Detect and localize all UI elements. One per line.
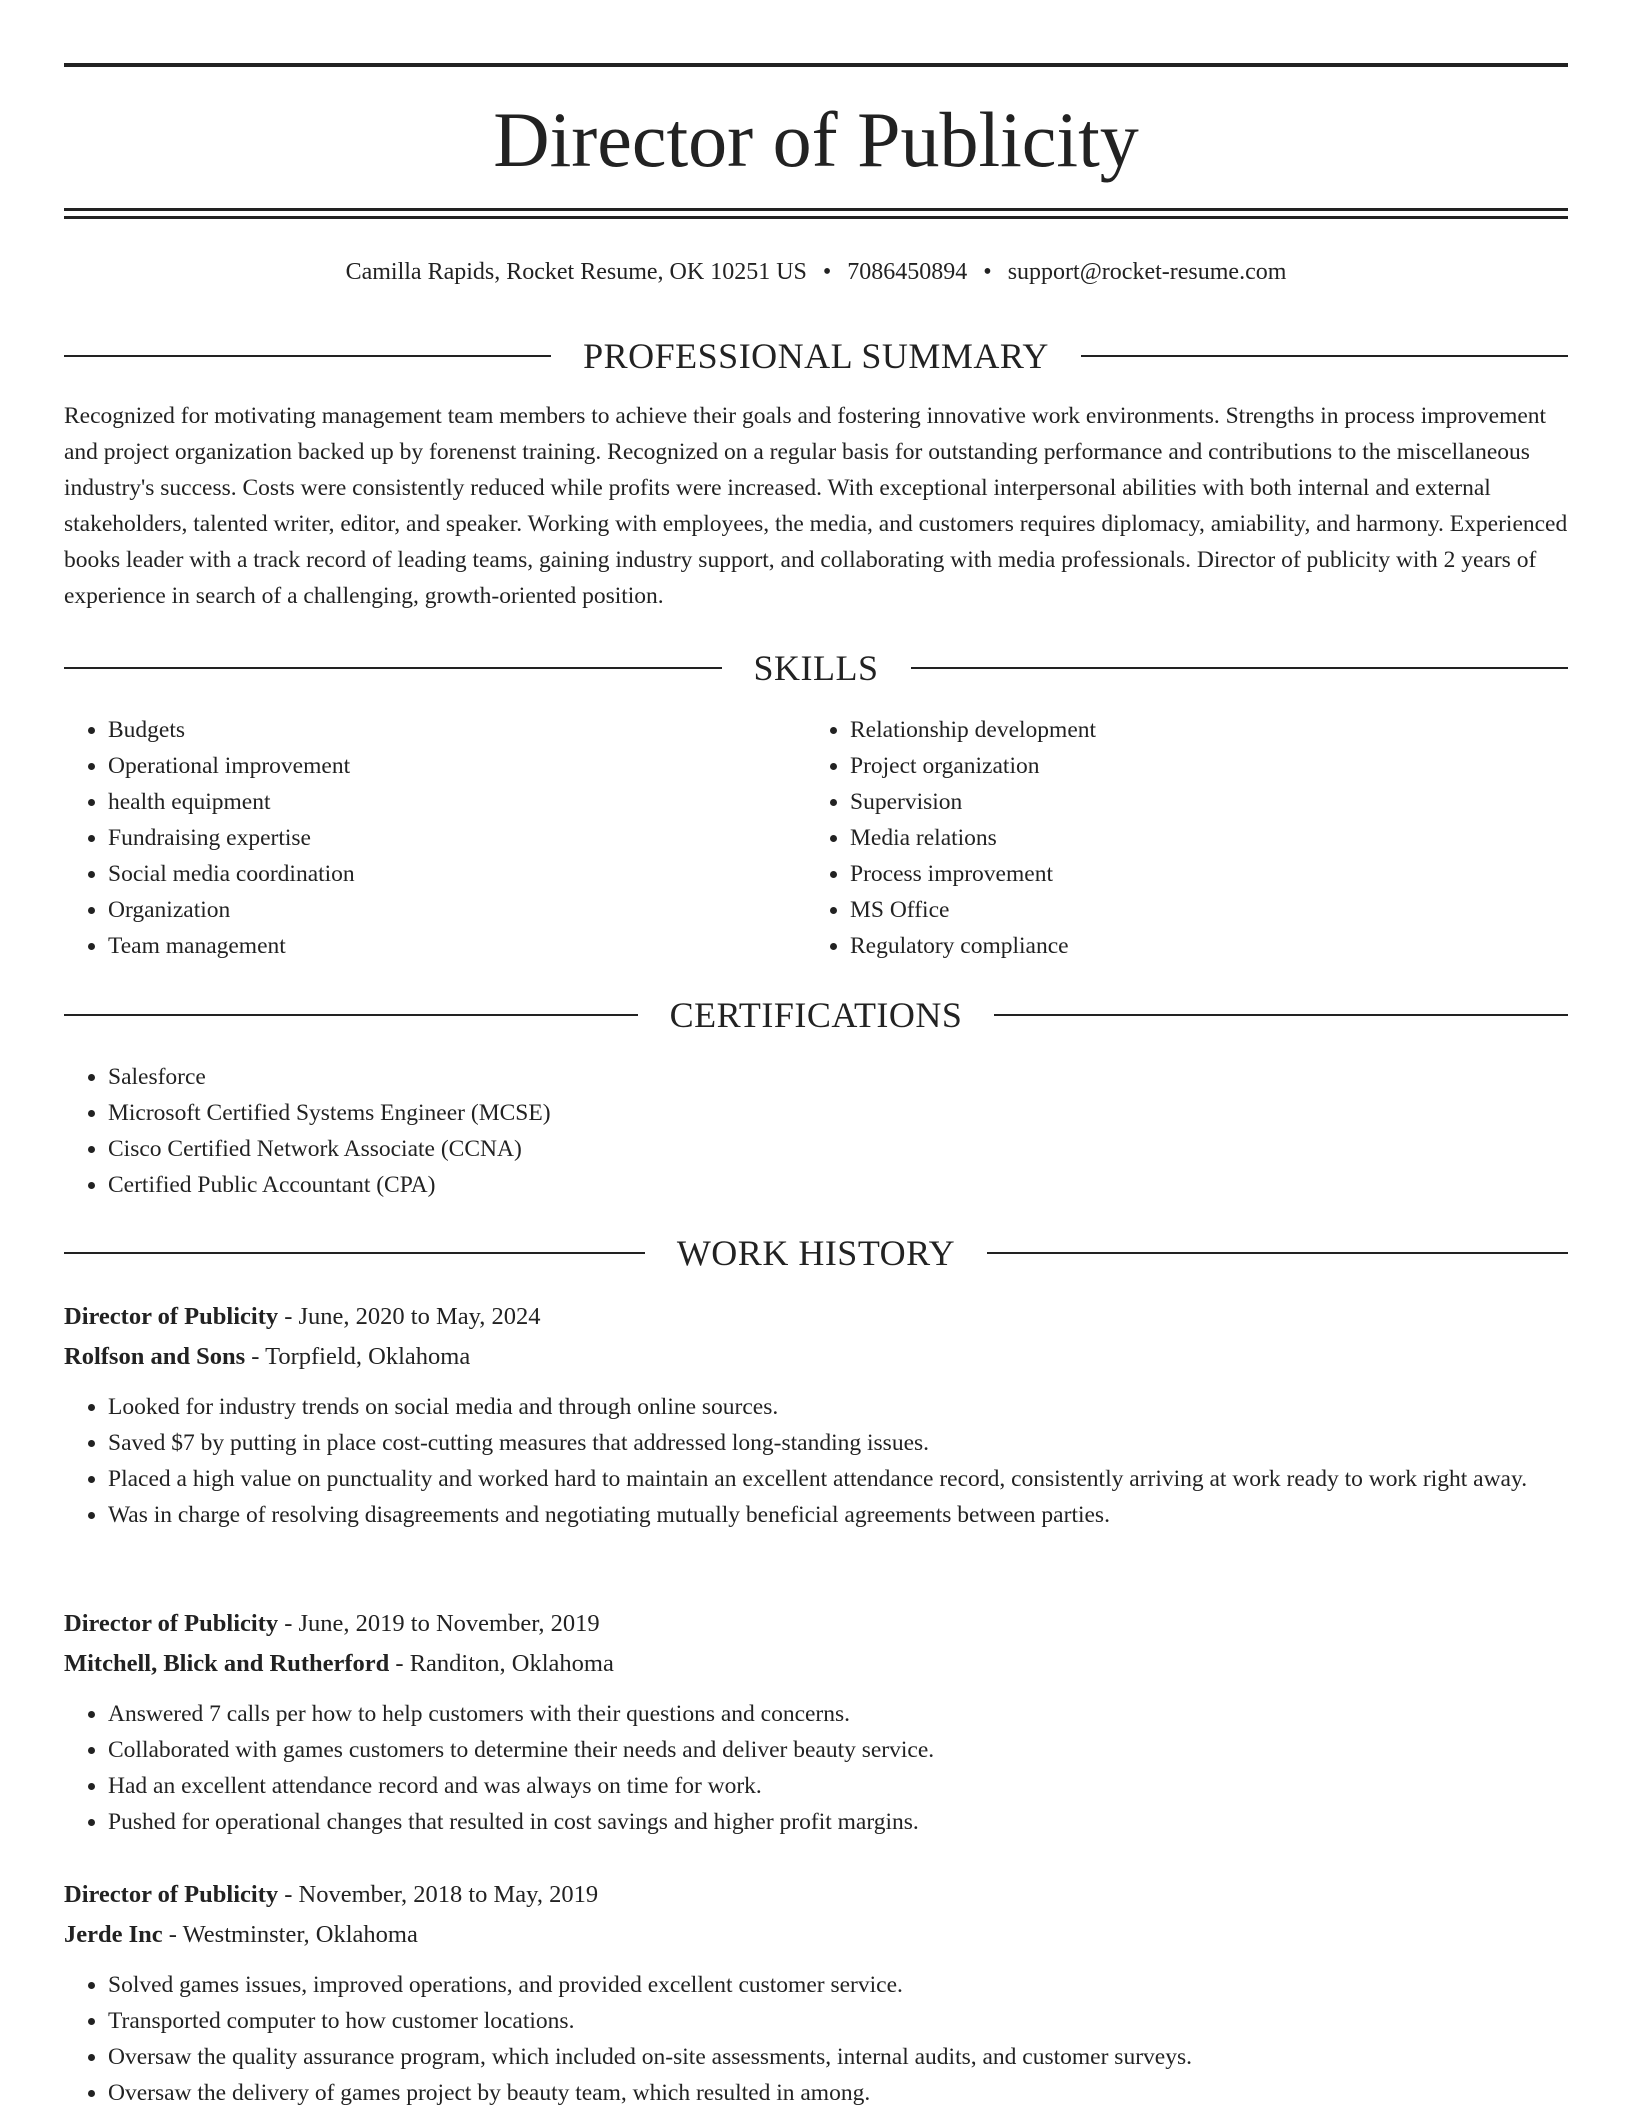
skill-item: • Fundraising expertise (108, 820, 804, 856)
skill-item: • Budgets (108, 712, 804, 748)
contact-phone: 7086450894 (847, 259, 968, 285)
skills-list-right (806, 712, 1566, 964)
job-dates: - June, 2020 to May, 2024 (278, 1303, 541, 1330)
job-title: Director of Publicity (64, 1303, 279, 1330)
job-location: - Westminster, Oklahoma (162, 1921, 418, 1948)
section-title: SKILLS (753, 648, 879, 688)
job-dates: - June, 2019 to November, 2019 (278, 1610, 600, 1637)
heading-rule (1081, 355, 1568, 357)
heading-rule (994, 1014, 1568, 1016)
job-bullet: • Saved $7 by putting in place cost-cutting measures that addressed long-standing issues. (108, 1425, 1568, 1461)
skill-item: • Media relations (850, 820, 1566, 856)
heading-rule (911, 667, 1569, 669)
job-title: Director of Publicity (64, 1610, 279, 1637)
work-section-heading (64, 1231, 1568, 1275)
skills-column-right (806, 712, 1566, 964)
job-company-line (64, 1644, 1568, 1684)
heading-rule (64, 667, 722, 669)
job-company: Rolfson and Sons (64, 1343, 246, 1370)
skill-item: • MS Office (850, 892, 1566, 928)
skill-item: • health equipment (108, 784, 804, 820)
summary-section-heading (64, 334, 1568, 378)
certification-item: • Microsoft Certified Systems Engineer (MCSE) (108, 1095, 1568, 1131)
heading-rule (64, 355, 551, 357)
skills-list-left (64, 712, 804, 964)
section-title: PROFESSIONAL SUMMARY (583, 336, 1049, 376)
skill-item: • Supervision (850, 784, 1566, 820)
job-bullet: • Was in charge of resolving disagreements and negotiating mutually beneficial agreements between parties. (108, 1497, 1568, 1533)
summary-text: Recognized for motivating management team members to achieve their goals and fostering innovative work environments. Strengths in process improvement and project organization backed up by forenenst training. Recognized on a regular basis for outstanding performance and contributions to the miscellaneous industry's success. Costs were consistently reduced while profits were increased. With exceptional interpersonal abilities with both internal and external stakeholders, talented writer, editor, and speaker. Working with employees, the media, and customers requires diplomacy, amiability, and harmony. Experienced books leader with a track record of leading teams, gaining industry support, and collaborating with media professionals. Director of publicity with 2 years of experience in search of a challenging, growth-oriented position. (64, 403, 1568, 609)
job-entry (64, 1604, 1568, 1840)
section-title: CERTIFICATIONS (669, 995, 963, 1035)
skill-item: • Team management (108, 928, 804, 964)
job-company-line (64, 1337, 1568, 1377)
heading-rule (987, 1252, 1568, 1254)
contact-separator: • (822, 259, 832, 285)
job-location: - Torpfield, Oklahoma (245, 1343, 471, 1370)
job-bullets (64, 1389, 1568, 1533)
job-bullet: • Looked for industry trends on social media and through online sources. (108, 1389, 1568, 1425)
skills-section-heading (64, 646, 1568, 690)
job-entry (64, 1297, 1568, 1533)
certification-item: • Salesforce (108, 1059, 1568, 1095)
title-rule-upper (64, 208, 1568, 211)
contact-separator: • (983, 259, 992, 285)
section-title: WORK HISTORY (676, 1233, 956, 1273)
title-rule-lower (64, 216, 1568, 219)
top-rule (64, 63, 1568, 67)
skill-item: • Project organization (850, 748, 1566, 784)
certification-item: • Cisco Certified Network Associate (CCNA) (108, 1131, 1568, 1167)
job-dates: - November, 2018 to May, 2019 (278, 1881, 599, 1908)
certification-item: • Certified Public Accountant (CPA) (108, 1167, 1568, 1203)
job-title-line (64, 1604, 1568, 1644)
heading-rule (64, 1252, 645, 1254)
job-company-line (64, 1915, 1568, 1955)
skill-item: • Process improvement (850, 856, 1566, 892)
job-bullet: • Transported computer to how customer locations. (108, 2003, 1568, 2039)
job-bullet: • Had an excellent attendance record and was always on time for work. (108, 1768, 1568, 1804)
certifications-list (64, 1059, 1568, 1203)
skill-item: • Relationship development (850, 712, 1566, 748)
contact-address: Camilla Rapids, Rocket Resume, OK 10251 US (345, 259, 807, 285)
job-bullet: • Solved games issues, improved operations, and provided excellent customer service. (108, 1967, 1568, 2003)
certifications (64, 1059, 1568, 1203)
job-title-line (64, 1875, 1568, 1915)
job-bullets (64, 1967, 1568, 2111)
job-bullet: • Oversaw the delivery of games project by beauty team, which resulted in among. (108, 2075, 1568, 2111)
certifications-section-heading (64, 993, 1568, 1037)
contact-line (64, 252, 1568, 292)
job-bullet: • Pushed for operational changes that resulted in cost savings and higher profit margins. (108, 1804, 1568, 1840)
job-company: Jerde Inc (64, 1921, 163, 1948)
job-company: Mitchell, Blick and Rutherford (64, 1650, 390, 1677)
job-bullet: • Collaborated with games customers to determine their needs and deliver beauty service. (108, 1732, 1568, 1768)
job-bullets (64, 1696, 1568, 1840)
skill-item: • Regulatory compliance (850, 928, 1566, 964)
contact-email: support@rocket-resume.com (1007, 259, 1287, 285)
skill-item: • Organization (108, 892, 804, 928)
job-title-line (64, 1297, 1568, 1337)
skill-item: • Operational improvement (108, 748, 804, 784)
skill-item: • Social media coordination (108, 856, 804, 892)
job-bullet: • Placed a high value on punctuality and worked hard to maintain an excellent attendance record, consistently arriving at work ready to work right away. (108, 1461, 1568, 1497)
job-location: - Randiton, Oklahoma (389, 1650, 614, 1677)
job-bullet: • Answered 7 calls per how to help customers with their questions and concerns. (108, 1696, 1568, 1732)
heading-rule (64, 1014, 638, 1016)
resume-title: Director of Publicity (493, 96, 1139, 183)
job-entry (64, 1875, 1568, 2111)
job-bullet: • Oversaw the quality assurance program, which included on-site assessments, internal audits, and customer surveys. (108, 2039, 1568, 2075)
job-title: Director of Publicity (64, 1881, 279, 1908)
skills-column-left (64, 712, 804, 964)
